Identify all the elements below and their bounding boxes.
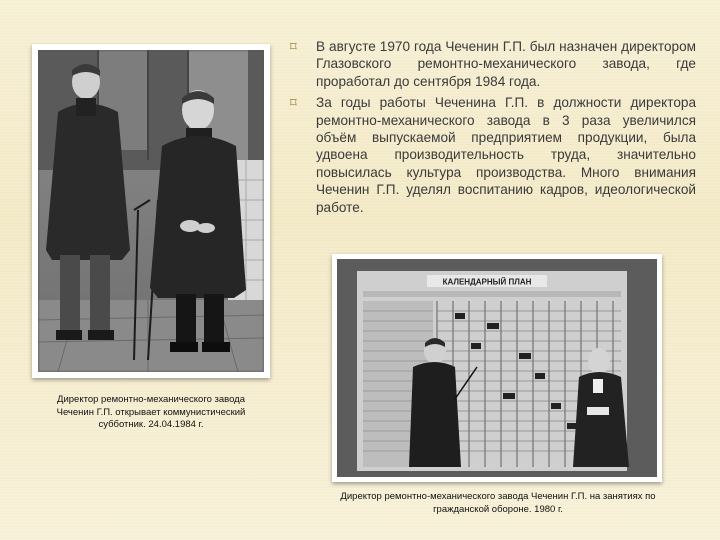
bullet-list — [288, 38, 696, 220]
bullet-item — [288, 94, 696, 216]
photo-civil-defense-caption: Директор ремонтно-механического завода Чеченин Г.П. на занятиях по гражданской обороне. 1980 г. — [340, 491, 656, 515]
photo-subbotnik-caption: Директор ремонтно-механического завода Чеченин Г.П. открывает коммунистический субботник. 24.04.1984 г. — [56, 394, 246, 430]
bullet-icon: ⌑ — [290, 95, 297, 111]
bullet-icon: ⌑ — [290, 39, 297, 54]
board-title: КАЛЕНДАРНЫЙ ПЛАН — [442, 277, 532, 287]
photo-civil-defense-image — [337, 259, 657, 477]
photo-subbotnik-image — [38, 50, 264, 372]
bullet-text: В августе 1970 года Чеченин Г.П. был назначен директором Глазовского ремонтно-механического завода, где проработал до сентября 1984 года. — [316, 39, 696, 89]
photo-civil-defense — [332, 254, 662, 482]
bullet-item — [288, 38, 696, 90]
bullet-text: За годы работы Чеченина Г.П. в должности директора ремонтно-механического завода в 3 раза увеличился объём выпускаемой предприятием продукции, была удвоена производительность труда, значительно повысилась культура производства. Много внимания Чеченин Г.П. уделял воспитанию кадров, идеологической работе. — [316, 95, 696, 215]
photo-subbotnik — [32, 44, 270, 378]
